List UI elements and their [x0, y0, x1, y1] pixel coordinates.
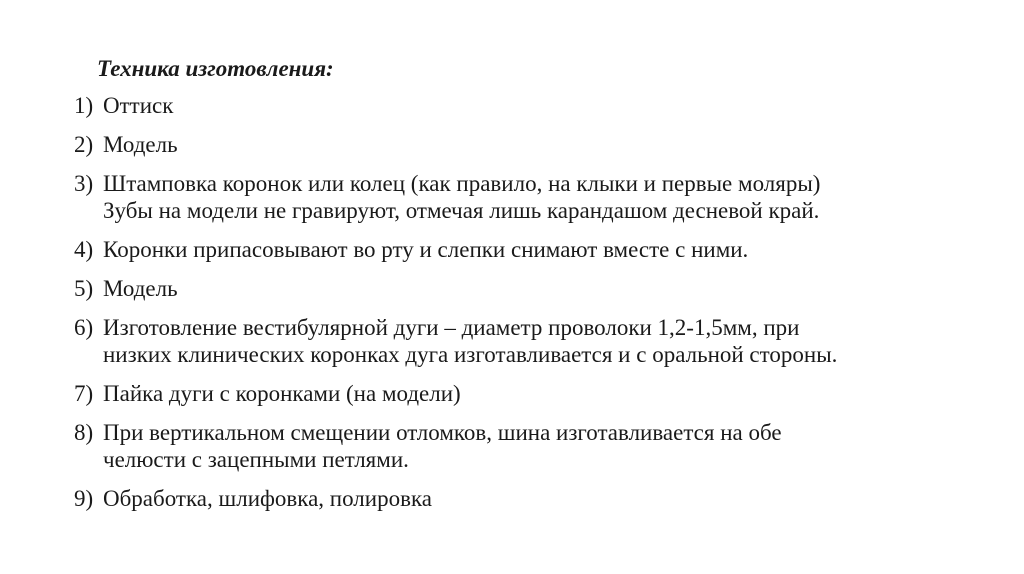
list-item-text: Модель	[103, 276, 178, 301]
list-item-number: 3)	[74, 171, 94, 196]
list-item	[74, 131, 974, 158]
list-item	[74, 170, 974, 224]
list-item	[74, 236, 974, 263]
list-item	[74, 419, 974, 473]
list-item-text: Штамповка коронок или колец (как правило, на клыки и первые моляры) Зубы на модели не гравируют, отмечая лишь карандашом десневой край.	[103, 171, 821, 223]
list-item-number: 5)	[74, 276, 94, 301]
list-item-number: 4)	[74, 237, 94, 262]
list-item-text: Оттиск	[103, 93, 174, 118]
list-item-text: Коронки припасовывают во рту и слепки снимают вместе с ними.	[103, 237, 749, 262]
list-item	[74, 314, 974, 368]
list-item-number: 7)	[74, 381, 94, 406]
list-item-text: При вертикальном смещении отломков, шина изготавливается на обе челюсти с зацепными петлями.	[103, 420, 782, 472]
list-item-number: 9)	[74, 486, 94, 511]
list-item-text: Модель	[103, 132, 178, 157]
list-item	[74, 485, 974, 512]
list-item	[74, 380, 974, 407]
list-item-number: 8)	[74, 420, 94, 445]
list-item	[74, 92, 974, 119]
list-item-number: 1)	[74, 93, 94, 118]
list-item-number: 2)	[74, 132, 94, 157]
technique-steps-list	[74, 92, 974, 524]
slide-heading: Техника изготовления:	[97, 56, 334, 81]
list-item-text: Пайка дуги с коронками (на модели)	[103, 381, 461, 406]
list-item-number: 6)	[74, 315, 94, 340]
list-item-text: Обработка, шлифовка, полировка	[103, 486, 432, 511]
list-item-text: Изготовление вестибулярной дуги – диаметр проволоки 1,2-1,5мм, при низких клинических коронках дуга изготавливается и с оральной стороны.	[103, 315, 838, 367]
list-item	[74, 275, 974, 302]
